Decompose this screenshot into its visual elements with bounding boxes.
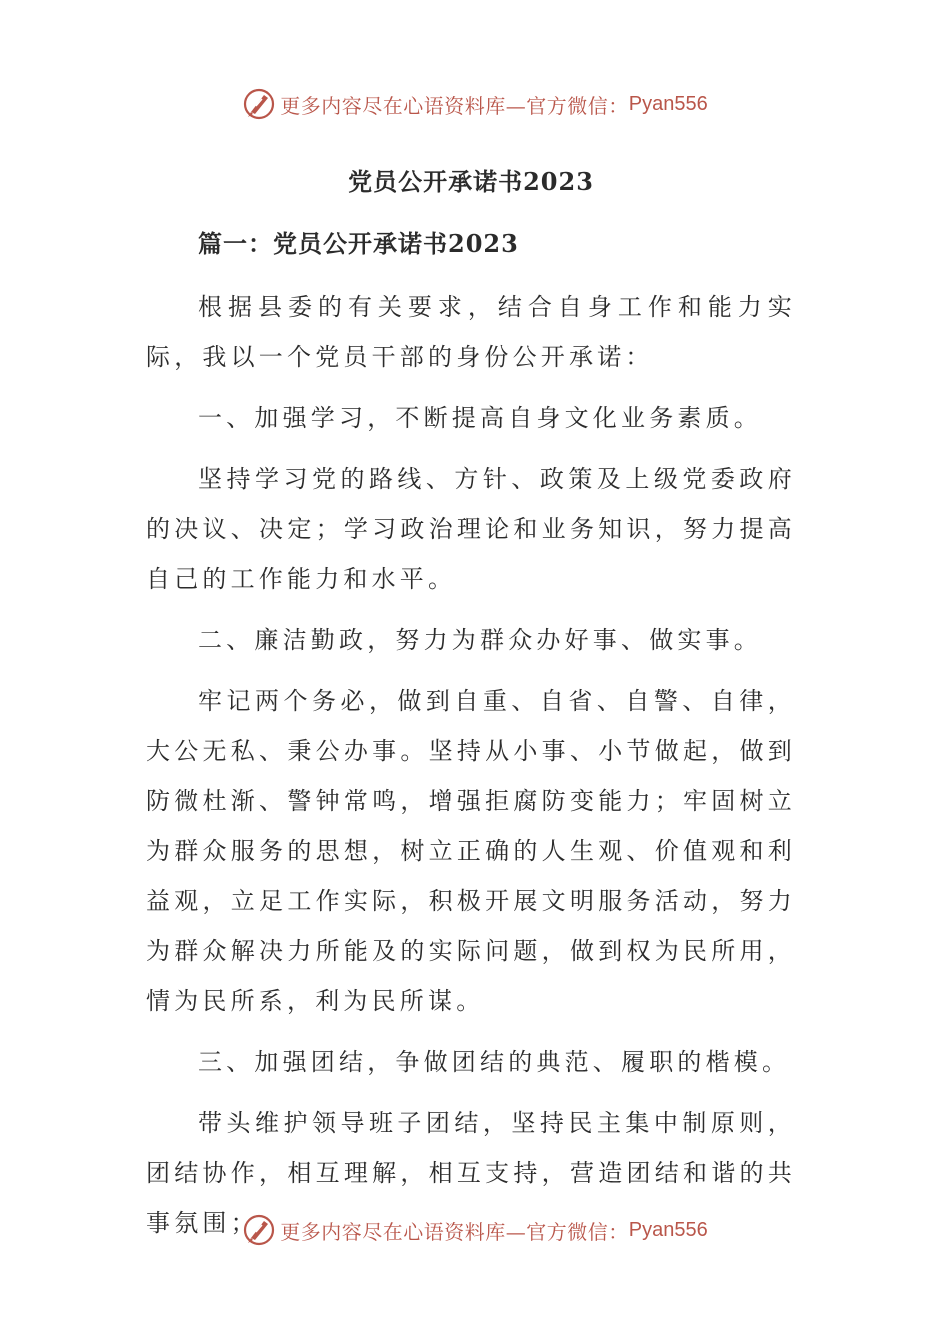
paragraph-body-2: 牢记两个务必，做到自重、自省、自警、自律，大公无私、秉公办事。坚持从小事、小节做起，做到防微杜渐、警钟常鸣，增强拒腐防变能力；牢固树立为群众服务的思想，树立正确的人生观、价值观和利益观，立足工作实际，积极开展文明服务活动，努力为群众解决力所能及的实际问题，做到权为民所用，情为民所系，利为民所谋。 — [146, 687, 796, 1015]
banner-text: 更多内容尽在心语资料库—官方微信： — [280, 1219, 629, 1244]
quill-pen-logo-icon — [242, 1213, 276, 1247]
document-subtitle: 篇一：党员公开承诺书2023 — [198, 229, 519, 258]
paragraph-body-3: 带头维护领导班子团结，坚持民主集中制原则，团结协作，相互理解，相互支持，营造团结和谐的共事氛围； — [146, 1109, 796, 1237]
paragraph-heading-3: 三、加强团结，争做团结的典范、履职的楷模。 — [198, 1048, 791, 1076]
quill-pen-logo-icon — [242, 87, 276, 121]
paragraph-heading-1: 一、加强学习，不断提高自身文化业务素质。 — [198, 404, 762, 432]
header-watermark-banner — [0, 82, 950, 126]
document-title: 党员公开承诺书2023 — [348, 167, 594, 196]
banner-wechat-id: Pyan556 — [628, 1218, 708, 1241]
paragraph-intro: 根据县委的有关要求，结合自身工作和能力实际，我以一个党员干部的身份公开承诺： — [146, 293, 796, 371]
document-body — [146, 160, 796, 1248]
banner-text: 更多内容尽在心语资料库—官方微信： — [280, 93, 629, 118]
paragraph-heading-2: 二、廉洁勤政，努力为群众办好事、做实事。 — [198, 626, 762, 654]
banner-wechat-id: Pyan556 — [628, 92, 708, 115]
paragraph-body-1: 坚持学习党的路线、方针、政策及上级党委政府的决议、决定；学习政治理论和业务知识，努力提高自己的工作能力和水平。 — [146, 465, 796, 593]
footer-watermark-banner — [0, 1208, 950, 1252]
